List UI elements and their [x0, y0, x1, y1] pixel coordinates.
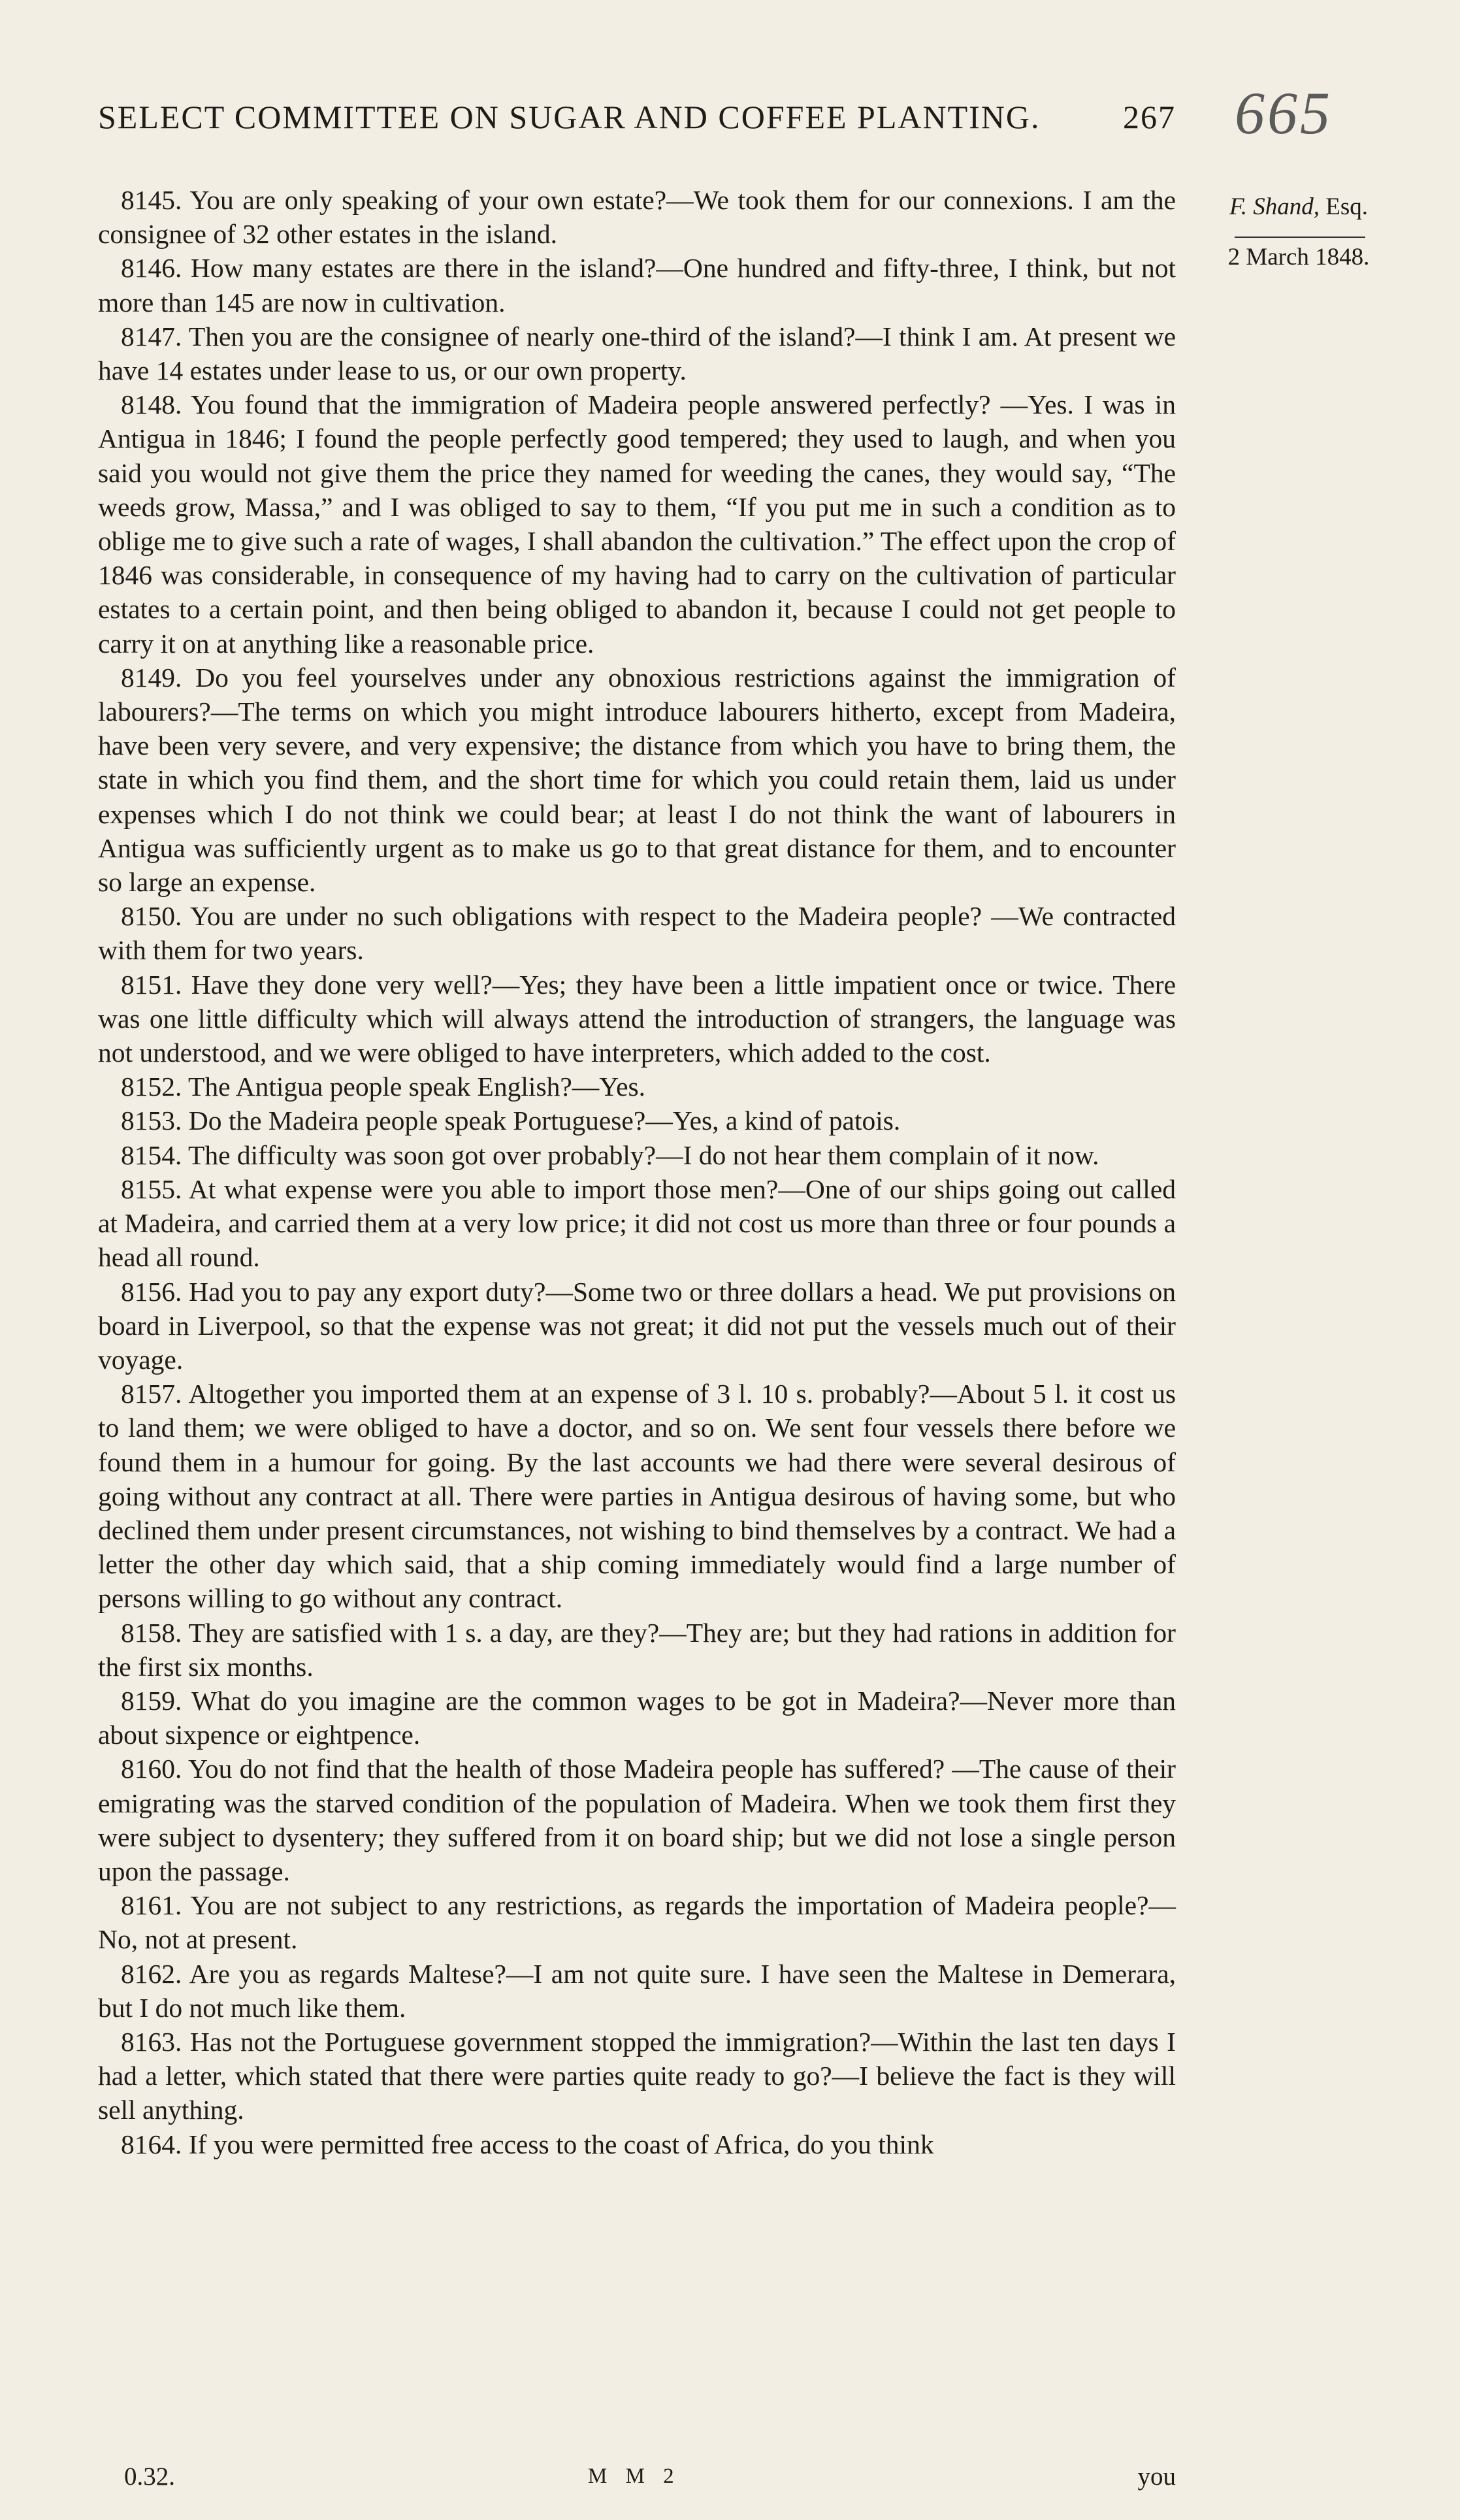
sidenote-date: 2 March 1848.	[1227, 244, 1370, 270]
footer-catchword: you	[1137, 2463, 1176, 2491]
footer-signature-mark: 0.32.	[124, 2463, 175, 2491]
paragraph-8162: 8162. Are you as regards Maltese?—I am not quite sure. I have seen the Maltese in Demerara, but I do not much like them.	[98, 1958, 1176, 2023]
paragraph-8163: 8163. Has not the Portuguese government stopped the immigration?—Within the last ten days I had a letter, which stated that there were parties quite ready to go?—I believe the fact is they will sell anything.	[98, 2026, 1176, 2125]
paragraph-8152: 8152. The Antigua people speak English?—Yes.	[121, 1072, 646, 1102]
paragraph-8159: 8159. What do you imagine are the common wages to be got in Madeira?—Never more than about sixpence or eightpence.	[98, 1685, 1176, 1750]
witness-suffix: Esq.	[1325, 193, 1369, 220]
paragraph-8164: 8164. If you were permitted free access to the coast of Africa, do you think	[121, 2129, 934, 2159]
handwritten-folio-number: 665	[1235, 80, 1333, 146]
witness-sidenote	[1201, 193, 1397, 221]
paragraph-8150: 8150. You are under no such obligations with respect to the Madeira people? —We contracted with them for two years.	[98, 901, 1176, 966]
witness-name: F. Shand,	[1229, 193, 1320, 220]
paragraph-8149: 8149. Do you feel yourselves under any obnoxious restrictions against the immigration of labourers?—The terms on which you might introduce labourers hitherto, except from Madeira, have been very severe, and very expensive; the distance from which you have to bring them, the state in which you find them, and the short time for which you could retain them, laid us under expenses which I do not think we could bear; at least I do not think the want of labourers in Antigua was sufficiently urgent as to make us go to that great distance for them, and to encounter so large an expense.	[98, 662, 1176, 898]
paragraph-8158: 8158. They are satisfied with 1 s. a day, are they?—They are; but they had rations in addition for the first six months.	[98, 1617, 1176, 1682]
paragraph-8151: 8151. Have they done very well?—Yes; they have been a little impatient once or twice. There was one little difficulty which will always attend the introduction of strangers, the language was not understood, and we were obliged to have interpreters, which added to the cost.	[98, 969, 1176, 1068]
footer-gathering-mark: M M 2	[588, 2464, 681, 2488]
paragraph-8148: 8148. You found that the immigration of Madeira people answered perfectly? —Yes. I was in Antigua in 1846; I found the people perfectly good tempered; they used to laugh, and when you said you would not give them the price they named for weeding the canes, they would say, “The weeds grow, Massa,” and I was obliged to say to them, “If you put me in such a condition as to oblige me to give such a rate of wages, I shall abandon the cultivation.” The effect upon the crop of 1846 was considerable, in consequence of my having had to carry on the cultivation of particular estates to a certain point, and then being obliged to abandon it, because I could not get people to carry it on at anything like a reasonable price.	[98, 389, 1176, 659]
body-text	[98, 183, 1176, 2161]
paragraph-8156: 8156. Had you to pay any export duty?—Some two or three dollars a head. We put provisions on board in Liverpool, so that the expense was not great; it did not put the vessels much out of their voyage.	[98, 1276, 1176, 1375]
paragraph-8146: 8146. How many estates are there in the island?—One hundred and fifty-three, I think, but not more than 145 are now in cultivation.	[98, 253, 1176, 318]
sidenote-rule	[1235, 237, 1365, 238]
paragraph-8145: 8145. You are only speaking of your own estate?—We took them for our connexions. I am the consignee of 32 other estates in the island.	[98, 185, 1176, 250]
paragraph-8160: 8160. You do not find that the health of those Madeira people has suffered? —The cause of their emigrating was the starved condition of the population of Madeira. When we took them first they were subject to dysentery; they suffered from it on board ship; but we did not lose a single person upon the passage.	[98, 1754, 1176, 1886]
page-number: 267	[1123, 99, 1176, 135]
running-header	[98, 98, 1176, 136]
paragraph-8161: 8161. You are not subject to any restrictions, as regards the importation of Madeira people?—No, not at present.	[98, 1890, 1176, 1955]
paragraph-8147: 8147. Then you are the consignee of nearly one-third of the island?—I think I am. At present we have 14 estates under lease to us, or our own property.	[98, 321, 1176, 386]
paragraph-8155: 8155. At what expense were you able to import those men?—One of our ships going out called at Madeira, and carried them at a very low price; it did not cost us more than three or four pounds a head all round.	[98, 1173, 1176, 1273]
paragraph-8157: 8157. Altogether you imported them at an expense of 3 l. 10 s. probably?—About 5 l. it cost us to land them; we were obliged to have a doctor, and so on. We sent four vessels there before we found them in a humour for going. By the last accounts we had there were several desirous of going without any contract at all. There were parties in Antigua desirous of having some, but who declined them under present circumstances, not wishing to bind themselves by a contract. We had a letter the other day which said, that a ship coming immediately would find a large number of persons willing to go without any contract.	[98, 1379, 1176, 1614]
paragraph-8154: 8154. The difficulty was soon got over probably?—I do not hear them complain of it now.	[121, 1139, 1099, 1170]
paragraph-8153: 8153. Do the Madeira people speak Portuguese?—Yes, a kind of patois.	[121, 1105, 901, 1136]
header-title: SELECT COMMITTEE ON SUGAR AND COFFEE PLANTING.	[98, 99, 1041, 135]
